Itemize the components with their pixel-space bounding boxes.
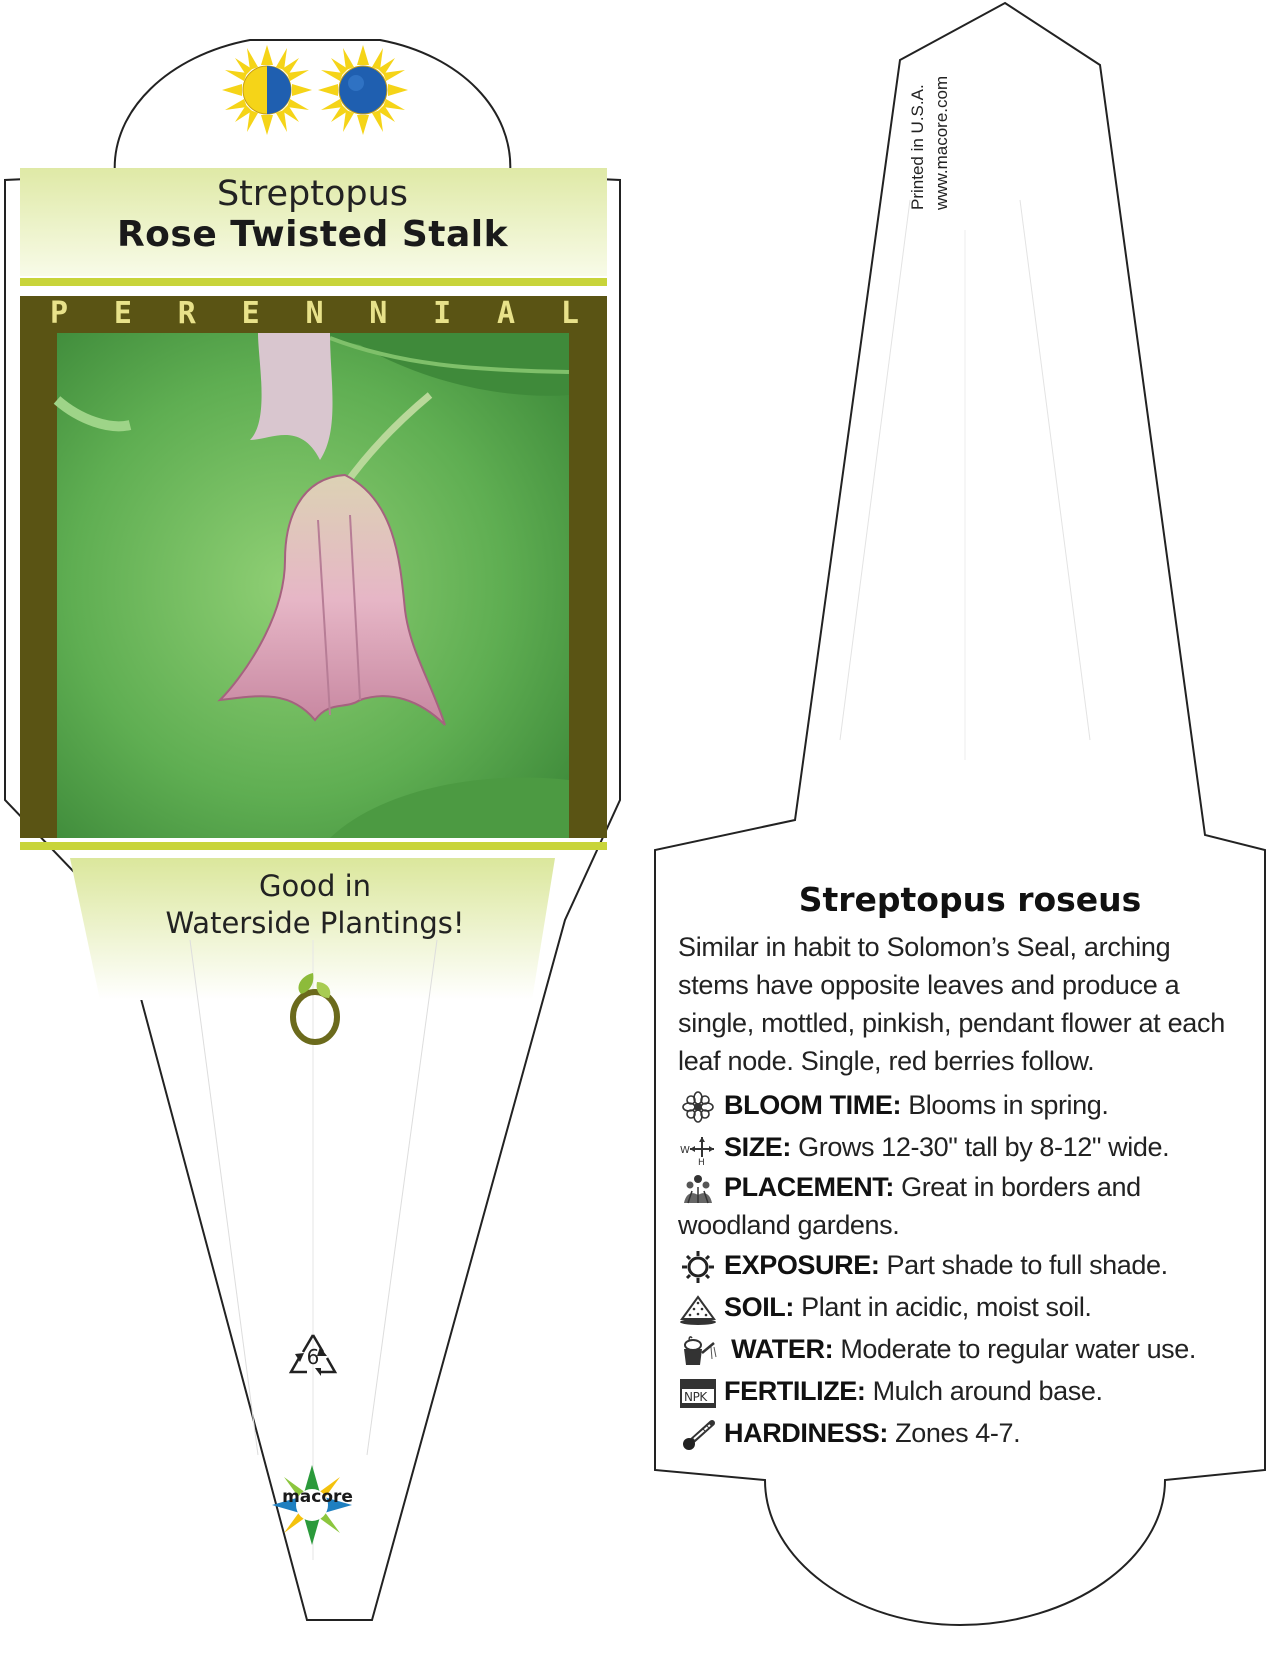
attribute-value: Grows 12-30" tall by 8-12" wide. — [798, 1132, 1170, 1162]
category-letter: L — [560, 296, 579, 331]
size-icon-w: W — [680, 1144, 690, 1156]
recycle-number: 6 — [306, 1345, 320, 1369]
category-letter: R — [177, 296, 196, 331]
watering-can-icon — [678, 1335, 718, 1367]
description: Similar in habit to Solomon’s Seal, arching stems have opposite leaves and produce a single, mottled, pinkish, pendant flower at each leaf node. Single, red berries follow. — [678, 932, 1225, 1076]
attribute-value: Blooms in spring. — [908, 1090, 1109, 1120]
category-label — [22, 296, 607, 331]
attribute-hardiness — [678, 1414, 1248, 1452]
attribute-size — [678, 1128, 1248, 1166]
common-name: Rose Twisted Stalk — [116, 214, 509, 255]
category-letter: P — [50, 296, 69, 331]
genus-name: Streptopus — [216, 174, 409, 214]
attribute-value: Moderate to regular water use. — [840, 1334, 1197, 1364]
attribute-label: PLACEMENT: — [724, 1172, 894, 1202]
placement-icon — [678, 1173, 718, 1205]
attribute-value: Zones 4-7. — [895, 1418, 1021, 1448]
attribute-bloom-time — [678, 1086, 1248, 1124]
attribute-fertilize — [678, 1372, 1248, 1410]
category-letter: E — [113, 296, 132, 331]
printed-info — [908, 50, 970, 220]
attribute-label: SOIL: — [724, 1292, 794, 1322]
attribute-value: Mulch around base. — [872, 1376, 1103, 1406]
attribute-value: Plant in acidic, moist soil. — [801, 1292, 1092, 1322]
brand-name: macore — [282, 1487, 353, 1507]
category-letter: E — [241, 296, 260, 331]
size-icon — [678, 1133, 718, 1165]
category-letter: A — [497, 296, 516, 331]
attribute-label: BLOOM TIME: — [724, 1090, 902, 1120]
attribute-soil — [678, 1288, 1248, 1326]
attribute-label: WATER: — [731, 1334, 834, 1364]
waterside-icon — [285, 970, 345, 1045]
attribute-exposure — [678, 1246, 1248, 1284]
npk-icon — [678, 1377, 718, 1409]
category-letter: N — [369, 296, 388, 331]
size-icon-h: H — [698, 1157, 705, 1165]
thermometer-icon — [678, 1419, 718, 1451]
lime-band-top — [20, 278, 607, 286]
attribute-label: EXPOSURE: — [724, 1250, 880, 1280]
attribute-placement — [678, 1168, 1248, 1244]
attribute-label: HARDINESS: — [724, 1418, 889, 1448]
plant-photo — [57, 333, 569, 838]
full-shade-icon — [318, 45, 408, 135]
lime-band-bottom — [20, 842, 607, 850]
printed-website: www.macore.com — [932, 75, 951, 210]
botanical-name: Streptopus roseus — [798, 880, 1142, 919]
attribute-value: Great in borders and woodland gardens. — [678, 1172, 1141, 1240]
category-letter: I — [433, 296, 452, 331]
sun-icon — [678, 1251, 718, 1283]
tagline-line: Good in — [258, 869, 372, 903]
attribute-label: SIZE: — [724, 1132, 792, 1162]
attribute-water — [678, 1330, 1248, 1368]
part-shade-icon — [222, 45, 312, 135]
soil-icon — [678, 1293, 718, 1325]
npk-text: NPK — [684, 1389, 707, 1404]
category-letter: N — [305, 296, 324, 331]
attribute-value: Part shade to full shade. — [886, 1250, 1168, 1280]
tagline — [120, 868, 510, 942]
attribute-label: FERTILIZE: — [724, 1376, 866, 1406]
flower-icon — [678, 1091, 718, 1123]
printed-country: Printed in U.S.A. — [908, 84, 927, 210]
tagline-line: Waterside Plantings! — [165, 906, 465, 940]
